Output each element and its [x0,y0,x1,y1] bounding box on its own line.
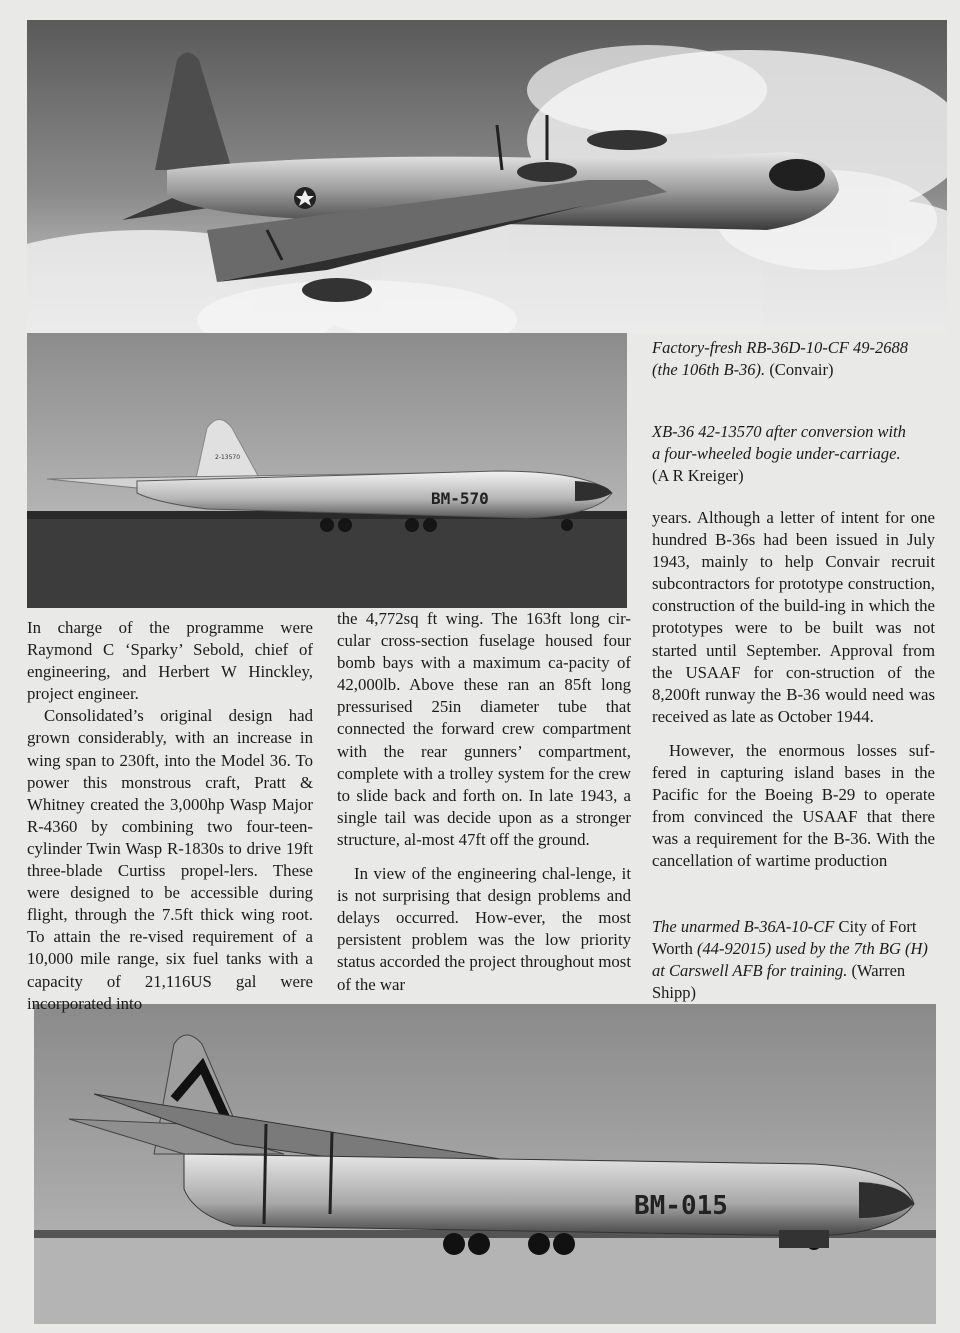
caption-top-credit: (Convair) [769,360,834,379]
paragraph: In view of the engineering chal-lenge, it is not surprising that design problems and delays occurred. How-ever, the most persistent problem was the low priority status accorded the project throughout most of the war [337,864,631,994]
paragraph: Consolidated’s original design had grown considerably, with an increase in wing span to 230ft, into the Model 36. To power this monstrous craft, Pratt & Whitney created the 3,000hp Wasp Major R-4360 by combining two four-teen-cylinder Twin Wasp R-1830s to drive 19ft three-blade Curtiss propel-lers. These were designed to be accessible during flight, through the 7.5ft thick wing root. To attain the re-vised requirement of a 10,000 mile range, six fuel tanks with a capacity of 21,116US gal were incorporated into [27,706,313,1013]
caption-top-italic: Factory-fresh RB-36D-10-CF 49-2688 (the 106th B-36). [652,338,908,379]
paragraph: In charge of the programme were Raymond C ‘Sparky’ Sebold, chief of engineering, and Herbert W Hinckley, project engineer. [27,618,313,704]
text-column-1 [27,617,313,1015]
bottom-marking: BM-015 [634,1191,728,1221]
caption-top-photo [652,337,932,381]
caption-bottom-lead: The unarmed B-36A-10-CF [652,917,835,936]
text-column-3 [652,507,935,873]
caption-bottom-photo [652,916,932,1004]
paragraph: the 4,772sq ft wing. The 163ft long cir-cular cross-section fuselage housed four bomb bays with a maximum ca-pacity of 42,000lb. Above these ran an 85ft long pressurised 25in diameter tube that connected the forward crew compartment with the rear gunners’ compartment, complete with a trolley system for the crew to slide back and forth on. In late 1943, a single tail was decide upon as a stronger structure, al-most 47ft off the ground. [337,609,631,849]
caption-bottom-name: City of Fort Worth [652,917,917,958]
photo-xb36-on-ground [27,333,627,608]
mid-tail-serial: 2-13570 [215,454,241,461]
paragraph: However, the enormous losses suf-fered in capturing island bases in the Pacific for the Boeing B-29 to operate from convinced the USAAF that there was a requirement for the B-36. With the cancellation of wartime production [652,740,935,871]
caption-middle-photo [652,421,912,487]
mid-marking: BM-570 [431,489,489,508]
caption-bottom-credit: (Warren Shipp) [652,961,906,1002]
photo-rb36d-in-flight [27,20,947,333]
caption-middle-italic: XB-36 42-13570 after conversion with a four-wheeled bogie under-carriage. [652,422,906,463]
text-column-2 [337,608,631,996]
caption-bottom-rest: used by the 7th BG (H) at Carswell AFB for training. [652,939,928,980]
paragraph: years. Although a letter of intent for one hundred B-36s had been issued in July 1943, mainly to help Convair recruit subcontractors for prototype construction, construction of the build-ing in which the prototypes were to be built was not started until September. Approval from the USAAF for con-struction of the 8,200ft runway the B-36 would need was received as late as October 1944. [652,508,935,726]
photo-b36a-city-of-fort-worth [34,1004,936,1324]
caption-bottom-serial: (44-92015) [696,939,772,958]
caption-middle-credit: (A R Kreiger) [652,466,744,485]
